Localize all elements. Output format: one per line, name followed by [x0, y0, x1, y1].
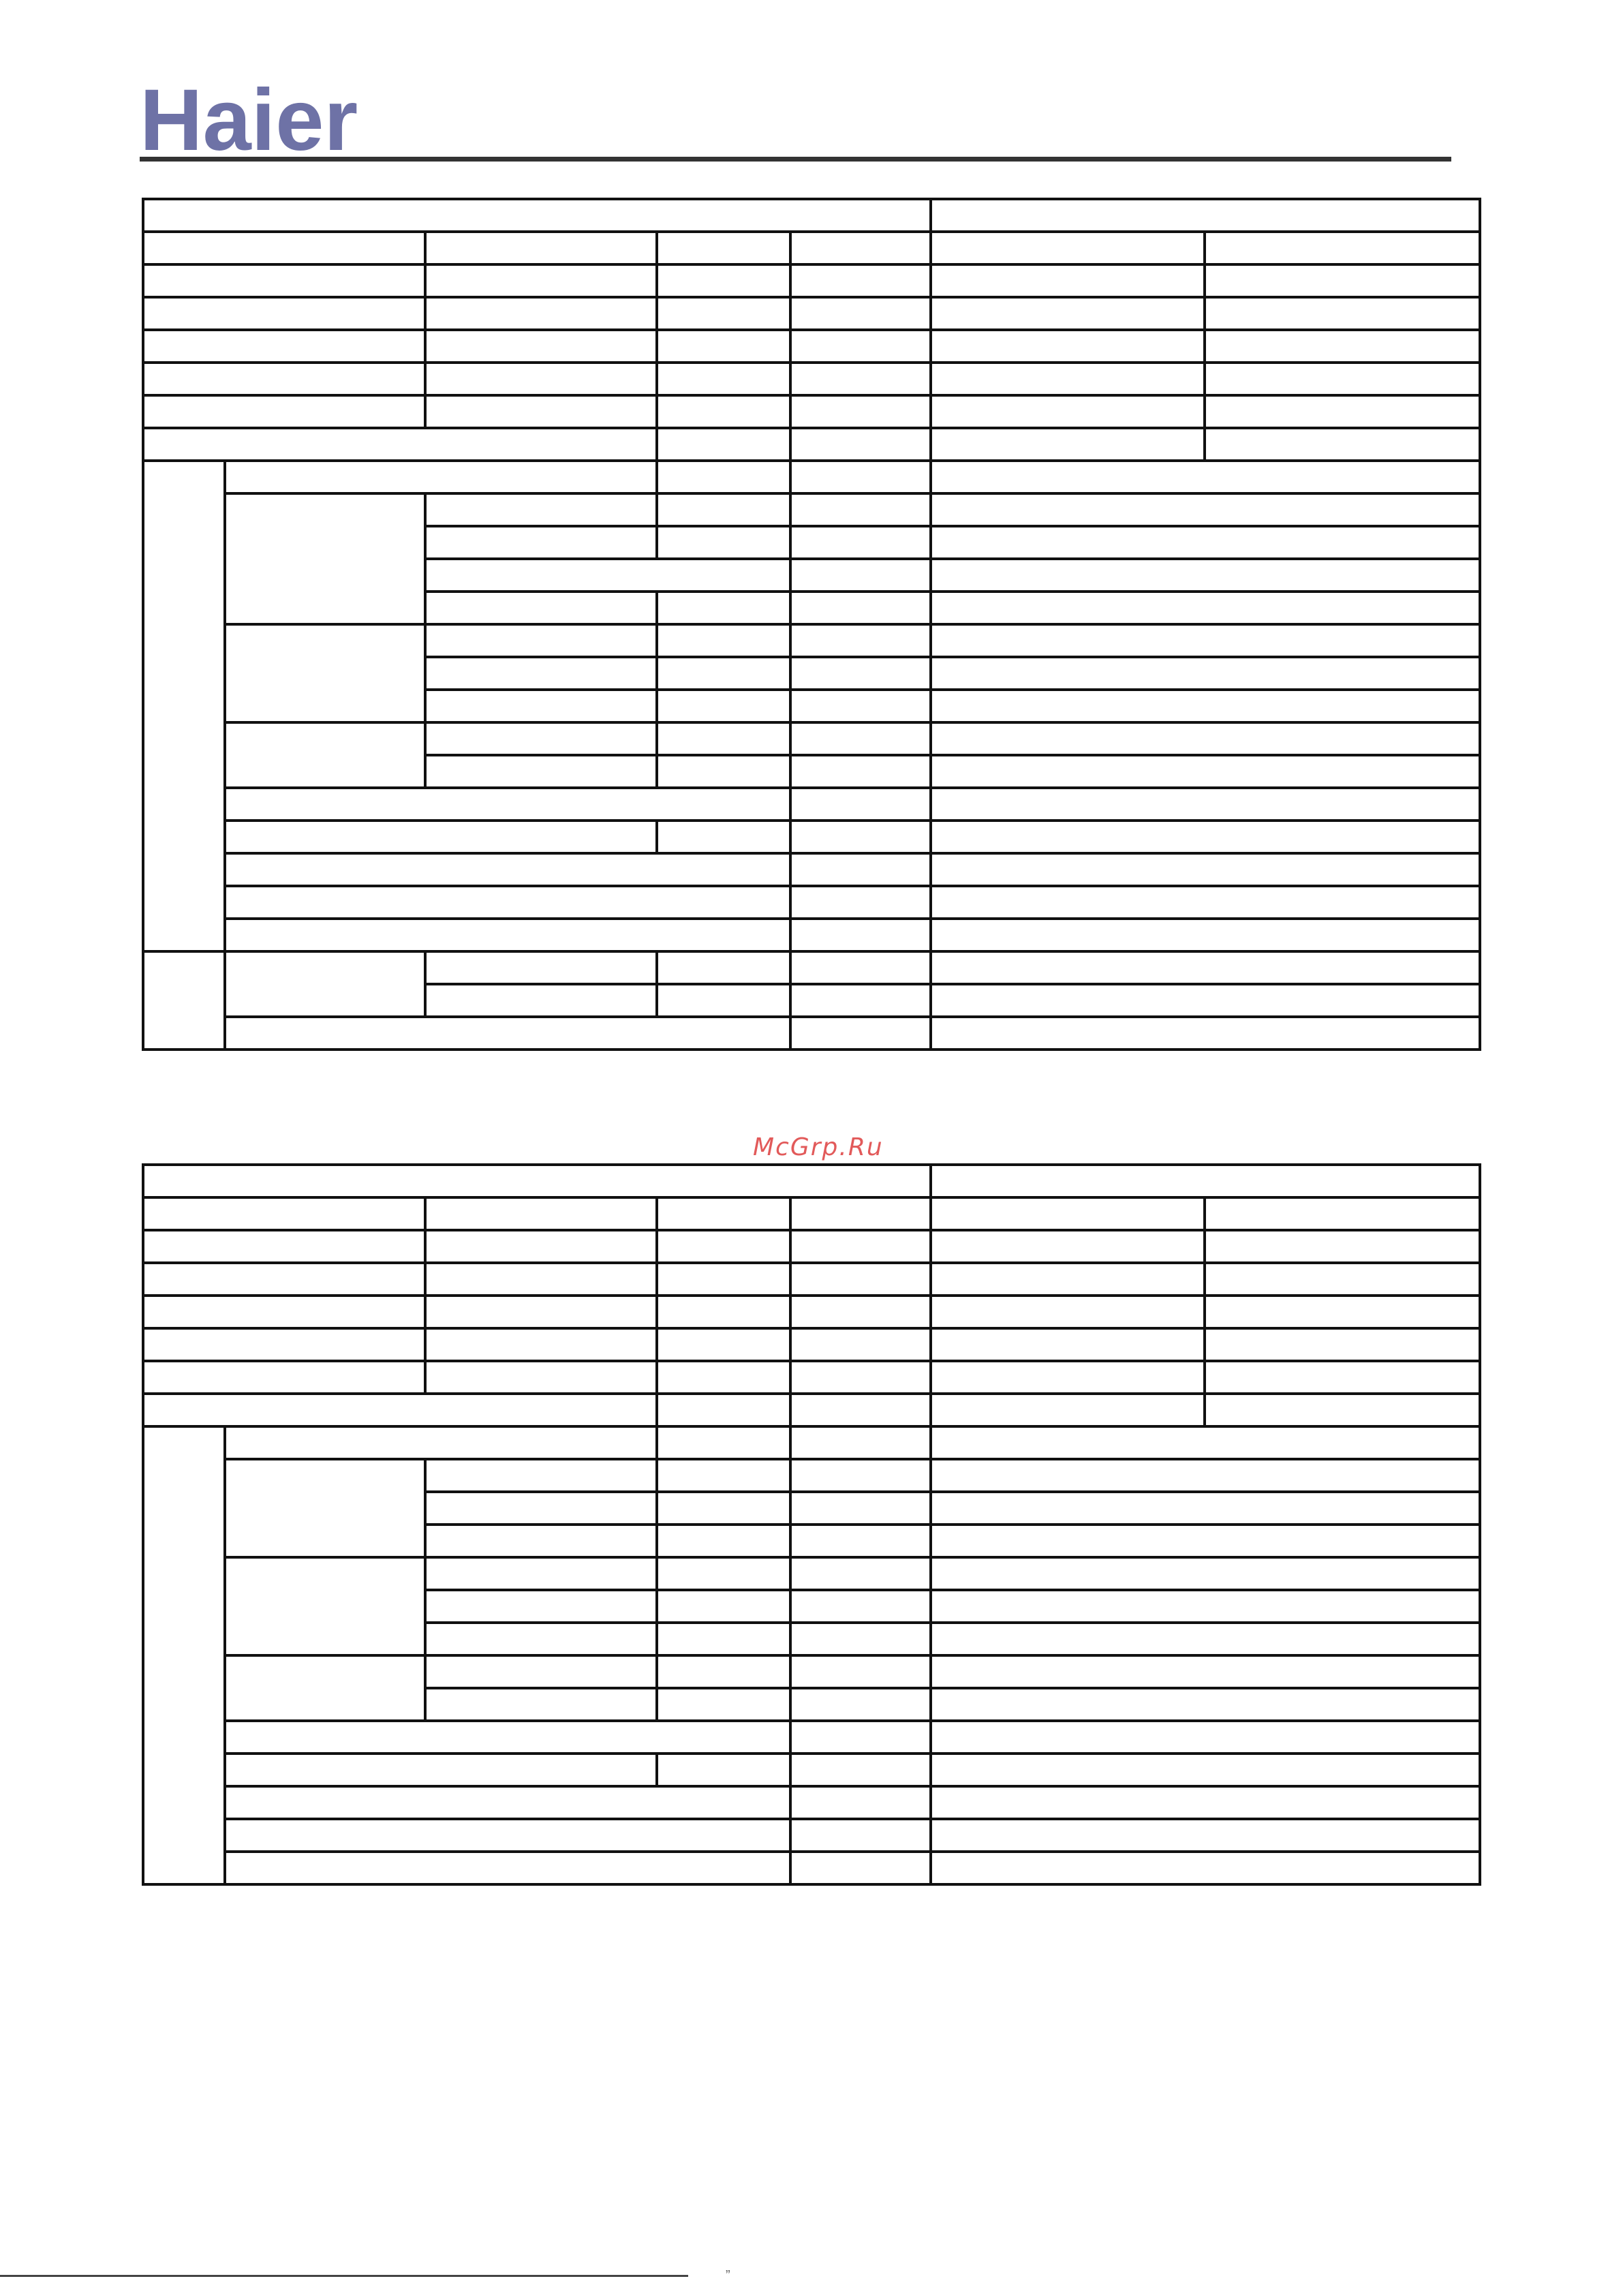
table-row — [143, 297, 1480, 330]
table-cell — [931, 493, 1480, 526]
table-cell — [225, 821, 657, 853]
table-cell — [931, 1426, 1480, 1459]
table-row — [143, 1394, 1480, 1426]
table-cell — [931, 1165, 1480, 1197]
table-cell — [790, 1525, 931, 1557]
table-row — [143, 1017, 1480, 1050]
table-cell — [1205, 395, 1480, 428]
table-cell — [225, 1426, 657, 1459]
table-cell — [657, 1525, 790, 1557]
table-row — [143, 1786, 1480, 1819]
table-cell — [143, 297, 425, 330]
table-cell — [790, 1557, 931, 1590]
table-cell — [143, 330, 425, 363]
table-cell — [790, 1655, 931, 1688]
table-row — [143, 919, 1480, 951]
table-cell — [790, 1590, 931, 1623]
table-cell — [790, 1296, 931, 1328]
header-rule — [140, 157, 1451, 162]
table-cell — [425, 559, 790, 592]
table-cell — [143, 1361, 425, 1394]
table-cell — [425, 1230, 657, 1263]
spec-table-top — [142, 198, 1481, 1051]
table-cell — [657, 755, 790, 788]
table-cell — [425, 330, 657, 363]
table-cell — [931, 755, 1480, 788]
table-cell — [790, 592, 931, 624]
table-cell — [790, 1394, 931, 1426]
table-cell — [143, 1328, 425, 1361]
table-cell — [931, 1688, 1480, 1721]
table-cell — [931, 1296, 1205, 1328]
table-cell — [657, 461, 790, 493]
table-cell — [931, 690, 1480, 722]
table-cell — [425, 592, 657, 624]
table-row — [143, 493, 1480, 526]
table-cell — [657, 1230, 790, 1263]
table-row — [143, 1754, 1480, 1786]
table-row — [143, 428, 1480, 461]
table-cell — [225, 886, 790, 919]
table-cell — [931, 1852, 1480, 1884]
table-cell — [657, 1459, 790, 1492]
table-cell — [790, 232, 931, 264]
table-cell — [931, 886, 1480, 919]
table-cell — [790, 264, 931, 297]
table-cell — [143, 1230, 425, 1263]
table-cell — [931, 1197, 1205, 1230]
table-cell — [931, 821, 1480, 853]
table-cell — [425, 1655, 657, 1688]
table-cell — [225, 1852, 790, 1884]
table-cell — [425, 1328, 657, 1361]
table-cell — [931, 428, 1205, 461]
table-cell — [225, 624, 425, 722]
table-cell — [425, 526, 657, 559]
table-cell — [790, 722, 931, 755]
table-cell — [790, 461, 931, 493]
table-cell — [225, 1017, 790, 1050]
footer-rule — [0, 2275, 688, 2277]
table-cell — [931, 461, 1480, 493]
table-cell — [931, 788, 1480, 821]
table-cell — [1205, 297, 1480, 330]
table-cell — [425, 755, 657, 788]
table-cell — [931, 232, 1205, 264]
table-cell — [225, 853, 790, 886]
table-cell — [790, 1688, 931, 1721]
table-cell — [143, 395, 425, 428]
footer-mark: ” — [726, 2268, 730, 2283]
table-row — [143, 1426, 1480, 1459]
table-cell — [225, 1557, 425, 1655]
table-cell — [657, 526, 790, 559]
table-cell — [931, 559, 1480, 592]
table-cell — [143, 461, 225, 951]
table-cell — [225, 1721, 790, 1754]
table-cell — [425, 1263, 657, 1296]
table-cell — [790, 1328, 931, 1361]
spec-table-bottom — [142, 1163, 1481, 1886]
table-row — [143, 1263, 1480, 1296]
table-cell — [1205, 1361, 1480, 1394]
table-cell — [1205, 232, 1480, 264]
table-row — [143, 853, 1480, 886]
table-cell — [1205, 330, 1480, 363]
table-cell — [931, 1394, 1205, 1426]
table-row — [143, 1655, 1480, 1688]
table-cell — [225, 1459, 425, 1557]
table-cell — [931, 1263, 1205, 1296]
table-row — [143, 1361, 1480, 1394]
table-cell — [425, 984, 657, 1017]
table-cell — [425, 1197, 657, 1230]
table-cell — [790, 919, 931, 951]
table-cell — [931, 1557, 1480, 1590]
table-cell — [225, 1754, 657, 1786]
table-cell — [790, 1426, 931, 1459]
table-cell — [790, 624, 931, 657]
table-cell — [790, 1361, 931, 1394]
table-cell — [657, 232, 790, 264]
table-cell — [790, 1263, 931, 1296]
table-cell — [931, 1623, 1480, 1655]
table-row — [143, 461, 1480, 493]
table-row — [143, 1819, 1480, 1852]
table-cell — [143, 1165, 931, 1197]
table-cell — [143, 199, 931, 232]
table-cell — [657, 264, 790, 297]
table-row — [143, 951, 1480, 984]
table-cell — [225, 493, 425, 624]
table-row — [143, 886, 1480, 919]
table-cell — [931, 1459, 1480, 1492]
table-cell — [931, 657, 1480, 690]
table-cell — [143, 363, 425, 395]
table-cell — [790, 1754, 931, 1786]
table-row — [143, 1328, 1480, 1361]
table-cell — [790, 1819, 931, 1852]
table-cell — [931, 1754, 1480, 1786]
table-cell — [1205, 1263, 1480, 1296]
table-cell — [931, 853, 1480, 886]
table-cell — [657, 690, 790, 722]
table-cell — [790, 297, 931, 330]
table-cell — [1205, 363, 1480, 395]
table-cell — [931, 330, 1205, 363]
table-cell — [931, 1017, 1480, 1050]
table-cell — [790, 395, 931, 428]
table-cell — [1205, 1328, 1480, 1361]
table-cell — [657, 330, 790, 363]
table-cell — [657, 984, 790, 1017]
table-cell — [657, 1590, 790, 1623]
table-cell — [1205, 264, 1480, 297]
table-row — [143, 1459, 1480, 1492]
table-cell — [657, 395, 790, 428]
table-row — [143, 232, 1480, 264]
table-cell — [790, 559, 931, 592]
table-cell — [931, 297, 1205, 330]
table-cell — [657, 363, 790, 395]
table-cell — [790, 951, 931, 984]
table-cell — [425, 264, 657, 297]
table-row — [143, 722, 1480, 755]
table-cell — [425, 1361, 657, 1394]
table-cell — [790, 1623, 931, 1655]
table-cell — [931, 919, 1480, 951]
table-cell — [931, 1525, 1480, 1557]
table-cell — [790, 1786, 931, 1819]
table-cell — [931, 1819, 1480, 1852]
table-cell — [657, 1623, 790, 1655]
table-cell — [931, 592, 1480, 624]
table-cell — [931, 199, 1480, 232]
table-cell — [657, 624, 790, 657]
table-cell — [790, 1230, 931, 1263]
table-cell — [657, 297, 790, 330]
table-cell — [657, 1754, 790, 1786]
table-cell — [425, 1688, 657, 1721]
table-cell — [143, 1394, 657, 1426]
table-cell — [1205, 1197, 1480, 1230]
table-cell — [657, 1492, 790, 1525]
table-cell — [931, 1721, 1480, 1754]
table-cell — [657, 951, 790, 984]
table-cell — [657, 1557, 790, 1590]
table-cell — [790, 788, 931, 821]
table-cell — [425, 395, 657, 428]
table-cell — [931, 1328, 1205, 1361]
table-cell — [143, 232, 425, 264]
table-cell — [225, 951, 425, 1017]
table-cell — [1205, 428, 1480, 461]
table-row — [143, 788, 1480, 821]
table-cell — [225, 919, 790, 951]
table-cell — [425, 232, 657, 264]
table-cell — [657, 493, 790, 526]
table-cell — [790, 363, 931, 395]
table-cell — [790, 428, 931, 461]
table-cell — [425, 297, 657, 330]
table-cell — [225, 1655, 425, 1721]
haier-logo-text: Haier — [140, 75, 358, 157]
table-cell — [790, 886, 931, 919]
haier-logo — [140, 75, 399, 157]
table-cell — [657, 428, 790, 461]
table-cell — [143, 951, 225, 1050]
table-cell — [425, 1492, 657, 1525]
table-cell — [425, 493, 657, 526]
table-cell — [143, 1263, 425, 1296]
table-cell — [225, 722, 425, 788]
table-cell — [657, 1426, 790, 1459]
table-cell — [143, 264, 425, 297]
table-row — [143, 330, 1480, 363]
table-row — [143, 1197, 1480, 1230]
table-cell — [657, 722, 790, 755]
table-cell — [1205, 1394, 1480, 1426]
table-cell — [657, 1361, 790, 1394]
table-cell — [425, 722, 657, 755]
table-cell — [931, 264, 1205, 297]
table-cell — [425, 690, 657, 722]
table-cell — [790, 526, 931, 559]
table-cell — [425, 363, 657, 395]
table-cell — [790, 821, 931, 853]
table-cell — [225, 1786, 790, 1819]
watermark-text: McGrp.Ru — [753, 1133, 884, 1161]
table-cell — [143, 1426, 225, 1884]
table-cell — [425, 1525, 657, 1557]
table-row — [143, 1721, 1480, 1754]
table-row — [143, 1165, 1480, 1197]
table-cell — [931, 984, 1480, 1017]
table-cell — [931, 624, 1480, 657]
table-cell — [143, 1197, 425, 1230]
table-row — [143, 395, 1480, 428]
table-cell — [657, 821, 790, 853]
table-cell — [931, 395, 1205, 428]
table-cell — [931, 1361, 1205, 1394]
table-cell — [225, 461, 657, 493]
haier-logo-mark — [140, 75, 399, 157]
table-cell — [425, 1459, 657, 1492]
table-cell — [225, 788, 790, 821]
table-cell — [425, 657, 657, 690]
table-cell — [931, 363, 1205, 395]
table-cell — [790, 1852, 931, 1884]
table-row — [143, 1296, 1480, 1328]
table-cell — [657, 592, 790, 624]
table-cell — [931, 1492, 1480, 1525]
table-cell — [790, 493, 931, 526]
table-cell — [790, 657, 931, 690]
table-cell — [225, 1819, 790, 1852]
table-row — [143, 264, 1480, 297]
table-cell — [657, 1688, 790, 1721]
table-row — [143, 1230, 1480, 1263]
table-cell — [425, 624, 657, 657]
table-cell — [425, 1557, 657, 1590]
table-cell — [425, 1623, 657, 1655]
table-cell — [931, 526, 1480, 559]
table-row — [143, 1557, 1480, 1590]
table-cell — [657, 657, 790, 690]
table-cell — [790, 1017, 931, 1050]
table-cell — [931, 951, 1480, 984]
table-cell — [931, 1786, 1480, 1819]
table-cell — [931, 722, 1480, 755]
table-cell — [657, 1296, 790, 1328]
table-cell — [425, 951, 657, 984]
table-cell — [143, 1296, 425, 1328]
table-cell — [425, 1296, 657, 1328]
table-cell — [790, 330, 931, 363]
table-cell — [931, 1590, 1480, 1623]
table-cell — [1205, 1296, 1480, 1328]
table-cell — [790, 690, 931, 722]
table-cell — [790, 1492, 931, 1525]
table-cell — [931, 1230, 1205, 1263]
table-cell — [657, 1655, 790, 1688]
table-cell — [790, 984, 931, 1017]
table-cell — [1205, 1230, 1480, 1263]
table-cell — [143, 428, 657, 461]
table-cell — [790, 1721, 931, 1754]
table-cell — [790, 1459, 931, 1492]
table-row — [143, 1852, 1480, 1884]
table-cell — [657, 1197, 790, 1230]
table-cell — [657, 1263, 790, 1296]
table-cell — [425, 1590, 657, 1623]
table-cell — [790, 1197, 931, 1230]
table-row — [143, 199, 1480, 232]
table-row — [143, 363, 1480, 395]
table-row — [143, 624, 1480, 657]
table-cell — [657, 1328, 790, 1361]
table-row — [143, 821, 1480, 853]
table-cell — [790, 755, 931, 788]
table-cell — [931, 1655, 1480, 1688]
table-cell — [790, 853, 931, 886]
table-cell — [657, 1394, 790, 1426]
